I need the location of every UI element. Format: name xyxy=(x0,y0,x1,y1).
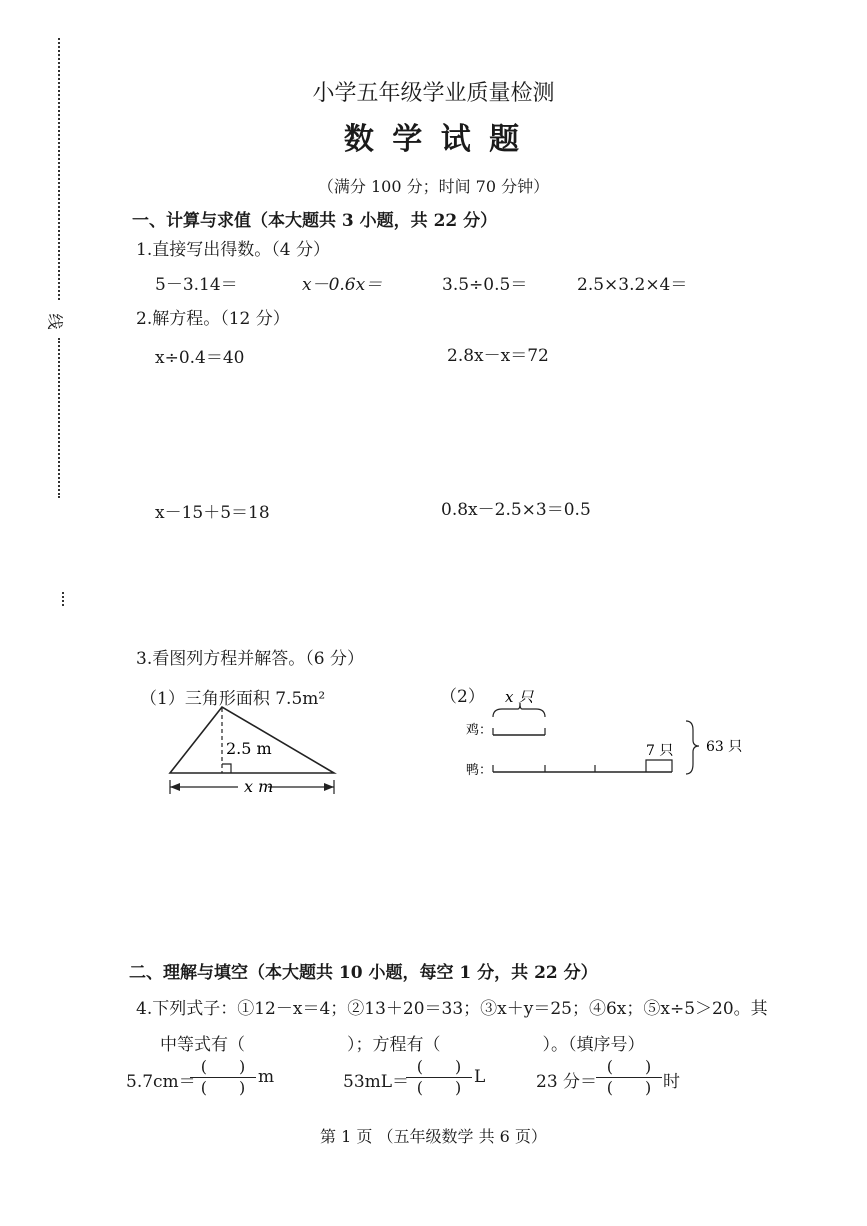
exam-meta: （满分 100 分；时间 70 分钟） xyxy=(317,177,550,196)
q4-line2: 中等式有（ ）；方程有（ ）。（填序号） xyxy=(160,1035,645,1055)
q5-item-2-unit: L xyxy=(474,1067,486,1087)
extra-duck-label: 7 只 xyxy=(646,743,674,759)
q5-item-2-numerator: ( ) xyxy=(416,1057,462,1076)
triangle-diagram xyxy=(160,700,350,805)
binding-dotted-line-mark xyxy=(62,592,64,606)
q2-prompt: 2.解方程。（12 分） xyxy=(136,309,290,329)
chicken-row-label: 鸡： xyxy=(466,723,493,738)
q5-item-2-denominator: ( ) xyxy=(416,1078,462,1097)
q5-item-1-left: 5.7cm＝ xyxy=(126,1072,196,1092)
q1-item-1: 5－3.14＝ xyxy=(155,275,238,295)
binding-dotted-line-bottom xyxy=(58,338,60,498)
q2-item-2: 2.8x－x＝72 xyxy=(447,346,549,366)
binding-char: 线 xyxy=(45,313,65,330)
q2-item-1: x÷0.4＝40 xyxy=(155,348,245,368)
section1-heading: 一、计算与求值（本大题共 3 小题，共 22 分） xyxy=(132,211,498,231)
q5-item-1-unit: m xyxy=(258,1067,275,1087)
chicken-count-label: x 只 xyxy=(505,688,534,706)
triangle-height-label: 2.5 m xyxy=(226,739,272,758)
q5-item-3-unit: 时 xyxy=(663,1072,680,1092)
q3-part1-label: （1）三角形面积 7.5m² xyxy=(140,689,326,709)
q3-prompt: 3.看图列方程并解答。（6 分） xyxy=(136,649,364,669)
q2-item-4: 0.8x－2.5×3＝0.5 xyxy=(441,500,591,520)
q5-item-1-fraction xyxy=(190,1058,256,1097)
exam-title: 小学五年级学业质量检测 xyxy=(312,81,555,106)
base-arrowhead-left xyxy=(170,783,180,791)
q5-item-1-denominator: ( ) xyxy=(200,1078,246,1097)
q5-item-2-left: 53mL＝ xyxy=(343,1072,410,1092)
q5-item-3-left: 23 分＝ xyxy=(536,1072,598,1092)
page-footer: 第 1 页 （五年级数学 共 6 页） xyxy=(320,1127,547,1146)
duck-row-label: 鸭： xyxy=(466,763,493,778)
extra-brace xyxy=(646,760,672,765)
q5-item-1-numerator: ( ) xyxy=(200,1057,246,1076)
q1-item-3: 3.5÷0.5＝ xyxy=(442,275,528,295)
segment-diagram xyxy=(450,684,760,794)
q5-item-3-fraction xyxy=(596,1058,662,1097)
q1-item-4: 2.5×3.2×4＝ xyxy=(577,275,688,295)
q5-item-3-numerator: ( ) xyxy=(606,1057,652,1076)
q1-item-2: x－0.6x＝ xyxy=(302,275,383,295)
q5-item-3-denominator: ( ) xyxy=(606,1078,652,1097)
base-arrowhead-right xyxy=(324,783,334,791)
q1-prompt: 1.直接写出得数。（4 分） xyxy=(136,240,330,260)
section2-heading: 二、理解与填空（本大题共 10 小题，每空 1 分，共 22 分） xyxy=(129,963,598,983)
subject-title: 数 学 试 题 xyxy=(343,122,524,157)
q2-item-3: x－15＋5＝18 xyxy=(155,503,270,523)
q5-item-2-fraction xyxy=(406,1058,472,1097)
total-count-label: 63 只 xyxy=(706,739,743,755)
q3-part2-label: （2） xyxy=(440,687,485,707)
right-angle-mark xyxy=(222,764,231,773)
q4-line1: 4.下列式子：①12－x＝4；②13＋20＝33；③x＋y＝25；④6x；⑤x÷5＞20。其 xyxy=(136,999,768,1019)
triangle-base-label: x m xyxy=(244,777,274,796)
total-brace xyxy=(686,721,699,774)
